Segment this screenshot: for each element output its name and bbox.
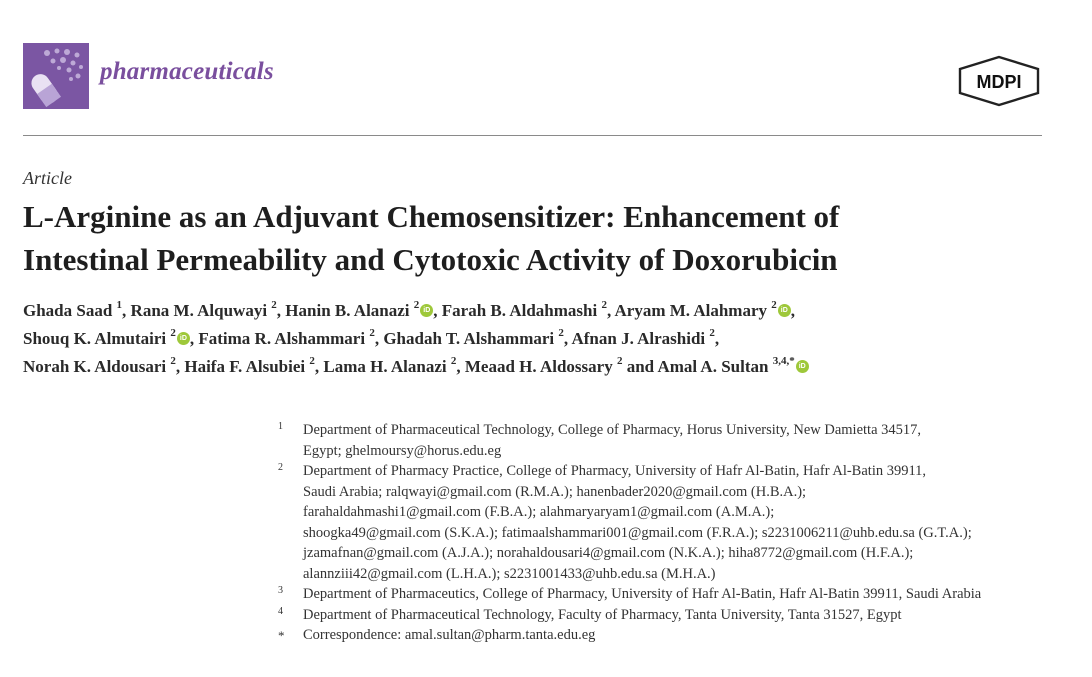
author[interactable]: [285, 301, 433, 320]
affiliation-text-line: shoogka49@gmail.com (S.K.A.); fatimaalshammari001@gmail.com (F.R.A.); s2231006211@uhb.edu.sa (G.T.A.);: [303, 524, 972, 541]
affiliation-text-line: alannziii42@gmail.com (L.H.A.); s2231001433@uhb.edu.sa (M.H.A.): [303, 565, 716, 582]
affiliation-item: [278, 420, 1078, 461]
affiliation-number: 2: [278, 462, 283, 473]
author-name: Lama H. Alanazi: [323, 357, 451, 376]
affiliation-text-line: Department of Pharmacy Practice, College of Pharmacy, University of Hafr Al-Batin, Hafr Al-Batin 39911,: [303, 463, 927, 479]
affiliation-list: [278, 420, 1078, 646]
author-name: Farah B. Aldahmashi: [441, 301, 602, 320]
author-name: Shouq K. Almutairi: [23, 329, 171, 348]
author-separator: ,: [314, 357, 324, 376]
author-separator: ,: [714, 329, 720, 348]
author-name: Afnan J. Alrashidi: [571, 329, 710, 348]
author-name: Haifa F. Alsubiei: [184, 357, 310, 376]
author[interactable]: [23, 329, 190, 348]
affiliation-marker: 2: [450, 355, 457, 368]
author-separator: ,: [563, 329, 572, 348]
author[interactable]: [198, 329, 374, 348]
affiliation-marker: 2: [616, 355, 623, 368]
affiliation-item: [278, 625, 1078, 646]
author[interactable]: [323, 357, 456, 376]
author-name: Ghada Saad: [23, 301, 117, 320]
author-name: Fatima R. Alshammari: [198, 329, 370, 348]
journal-header: [0, 0, 1092, 140]
orcid-icon[interactable]: iD: [778, 304, 791, 317]
author-separator: ,: [122, 301, 131, 320]
author[interactable]: [383, 329, 564, 348]
affiliation-text-line: Department of Pharmaceutical Technology, Faculty of Pharmacy, Tanta University, Tanta 31527, Egypt: [303, 606, 902, 623]
author-separator: ,: [189, 329, 199, 348]
affiliation-marker: 2: [709, 327, 715, 340]
author-name: Aryam M. Alahmary: [614, 301, 772, 320]
author[interactable]: [571, 329, 714, 348]
author[interactable]: [465, 357, 623, 376]
affiliation-number: 1: [278, 421, 283, 432]
mdpi-logo-text: MDPI: [976, 72, 1022, 92]
author-name: Rana M. Alquwayi: [130, 301, 272, 320]
author-separator: and: [622, 357, 658, 376]
author-separator: ,: [606, 301, 615, 320]
affiliation-text-line: Saudi Arabia; ralqwayi@gmail.com (R.M.A.); hanenbader2020@gmail.com (H.B.A.);: [303, 483, 807, 500]
affiliation-item: [278, 584, 1078, 605]
affiliation-marker: 2: [170, 327, 176, 340]
author-separator: ,: [175, 357, 185, 376]
author-separator: ,: [790, 301, 796, 320]
affiliation-marker: 2: [271, 299, 277, 312]
affiliation-item: [278, 461, 1078, 584]
author[interactable]: [657, 357, 808, 376]
author-name: Hanin B. Alanazi: [285, 301, 414, 320]
affiliation-number: 3: [278, 585, 283, 596]
author[interactable]: [442, 301, 607, 320]
article-title: [23, 195, 1073, 281]
author-separator: ,: [433, 301, 442, 320]
title-line-1: L-Arginine as an Adjuvant Chemosensitizer: Enhancement of: [23, 199, 840, 234]
author-separator: ,: [276, 301, 286, 320]
affiliation-marker: 2: [413, 299, 420, 312]
orcid-icon[interactable]: iD: [177, 332, 190, 345]
affiliation-marker: 2: [369, 327, 375, 340]
author-name: Ghadah T. Alshammari: [383, 329, 559, 348]
affiliation-text-line: Egypt; ghelmoursy@horus.edu.eg: [303, 442, 502, 459]
affiliation-text-line: jzamafnan@gmail.com (A.J.A.); norahaldousari4@gmail.com (N.K.A.); hiha8772@gmail.com (H.F.A.);: [303, 545, 914, 561]
orcid-icon[interactable]: iD: [796, 360, 809, 373]
author-name: Amal A. Sultan: [657, 357, 773, 376]
article-type-label: Article: [23, 168, 72, 188]
author-name: Meaad H. Aldossary: [464, 357, 617, 376]
mdpi-logo[interactable]: [956, 55, 1042, 107]
affiliation-text-line: farahaldahmashi1@gmail.com (F.B.A.); alahmaryaryam1@gmail.com (A.M.A.);: [303, 504, 775, 520]
affiliation-text-line: Department of Pharmaceutics, College of Pharmacy, University of Hafr Al-Batin, Hafr Al-Batin 39911, Saudi Arabia: [303, 586, 982, 602]
author-name: Norah K. Aldousari: [23, 357, 171, 376]
header-divider: [23, 135, 1042, 136]
affiliation-marker: 2: [309, 355, 315, 368]
pills-icon: [23, 43, 89, 109]
title-line-2: Intestinal Permeability and Cytotoxic Activity of Doxorubicin: [23, 242, 838, 277]
author-separator: ,: [456, 357, 465, 376]
author[interactable]: [184, 357, 315, 376]
author[interactable]: [615, 301, 791, 320]
affiliation-marker: 1: [116, 299, 123, 312]
author-separator: ,: [374, 329, 384, 348]
affiliation-marker: 2: [771, 299, 777, 312]
affiliation-marker: 2: [170, 355, 176, 368]
affiliation-number: *: [278, 628, 285, 643]
author[interactable]: [131, 301, 277, 320]
affiliation-number: 4: [278, 605, 283, 617]
affiliation-item: [278, 605, 1078, 626]
author-list: [23, 297, 1083, 381]
affiliation-marker: 2: [558, 327, 564, 340]
author[interactable]: [23, 301, 122, 320]
orcid-icon[interactable]: iD: [420, 304, 433, 317]
affiliation-marker: 3,4,*: [772, 355, 795, 368]
journal-name[interactable]: pharmaceuticals: [100, 58, 274, 85]
affiliation-text-line: Department of Pharmaceutical Technology, College of Pharmacy, Horus University, New Damietta 34517,: [303, 422, 922, 438]
affiliation-marker: 2: [601, 299, 607, 312]
affiliation-text-line: Correspondence: amal.sultan@pharm.tanta.edu.eg: [303, 627, 596, 643]
author[interactable]: [23, 357, 176, 376]
